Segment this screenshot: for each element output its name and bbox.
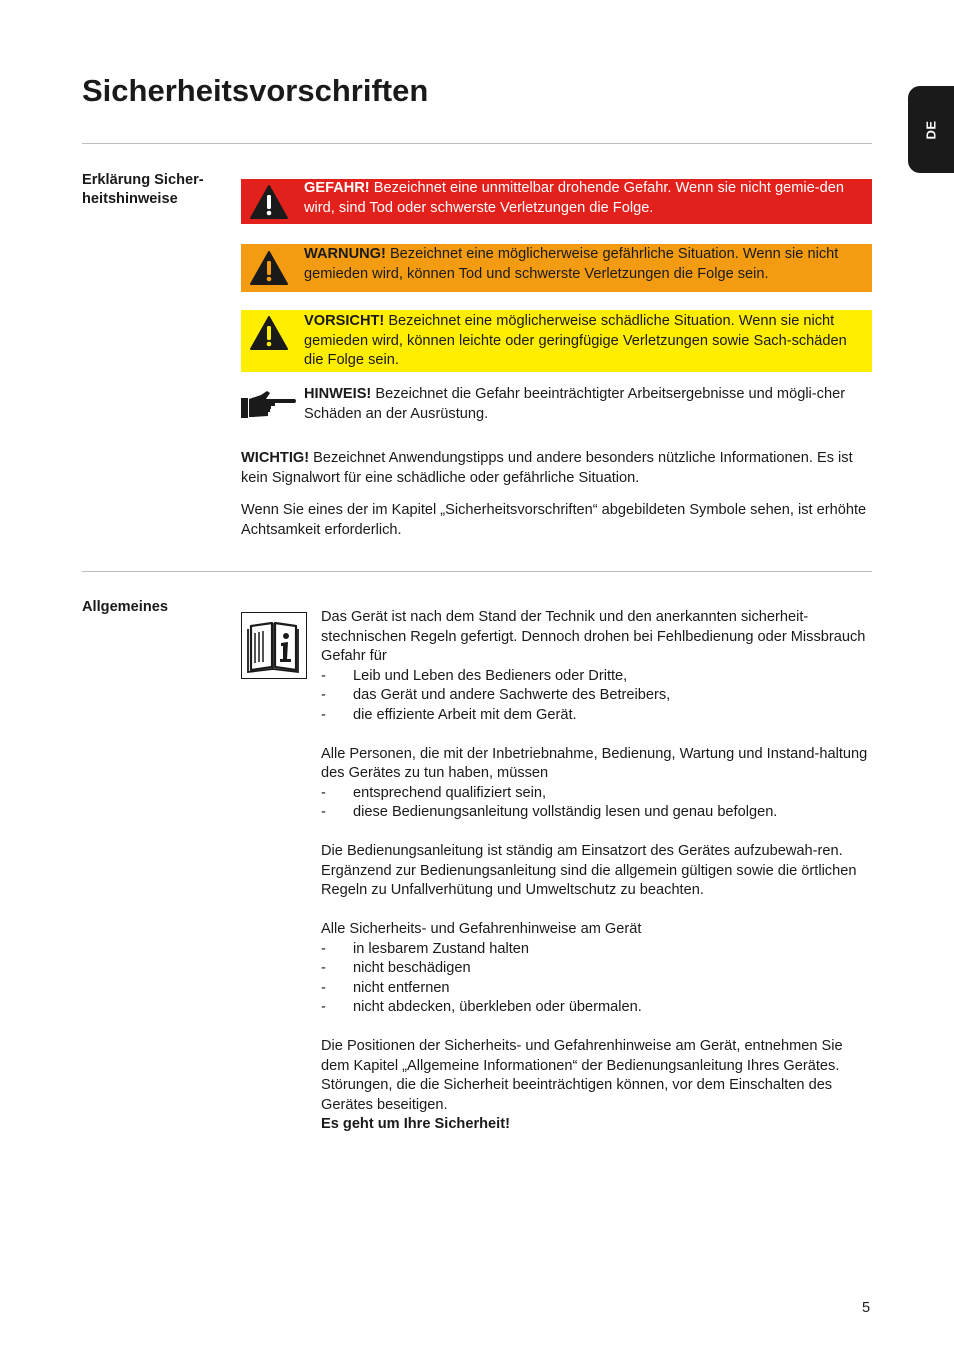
warning-text: Bezeichnet eine möglicherweise gefährliche Situation. Wenn sie nicht gemieden wird, können Tod und schwerste Verletzungen die Folge sein.	[304, 246, 839, 282]
general-text	[321, 608, 872, 1135]
language-tab[interactable]	[908, 86, 954, 173]
warning-notice	[241, 244, 872, 292]
important-label: WICHTIG!	[241, 450, 310, 466]
pointing-hand-icon	[241, 389, 297, 423]
list-dash: -	[321, 706, 326, 723]
list-dash: -	[321, 960, 326, 976]
list-dash: -	[321, 979, 326, 996]
note-text: Bezeichnet die Gefahr beeinträchtigter Arbeitsergebnisse und mögli-cher Schäden an der Ausrüstung.	[304, 386, 846, 422]
danger-label: GEFAHR!	[304, 180, 370, 196]
manual-info-icon	[241, 612, 307, 679]
page-title: Sicherheitsvorschriften	[82, 73, 429, 108]
language-tab-label: DE	[923, 119, 939, 140]
list-item: - diese Bedienungsanleitung vollständig lesen und genau befolgen.	[321, 803, 872, 823]
list-item: - die effiziente Arbeit mit dem Gerät.	[321, 706, 872, 726]
warning-triangle-icon	[249, 184, 289, 220]
warnings-intro-paragraph: Alle Sicherheits- und Gefahrenhinweise am Gerät	[321, 921, 642, 937]
list-dash: -	[321, 784, 326, 801]
manual-storage-paragraph: Die Bedienungsanleitung ist ständig am Einsatzort des Gerätes aufzubewah-ren. Ergänzend zur Bedienungsanleitung sind die allgemein gültigen sowie die örtlichen Regeln zu Unfallverhütung und Umweltschutz zu beachten.	[321, 843, 857, 898]
final-statement: Es geht um Ihre Sicherheit!	[321, 1116, 510, 1132]
note-notice	[241, 385, 872, 429]
list-item: - nicht beschädigen	[321, 959, 872, 979]
list-item: - nicht entfernen	[321, 979, 872, 999]
danger-notice	[241, 179, 872, 224]
list-dash: -	[321, 667, 326, 684]
list-item: - Leib und Leben des Bedieners oder Dritte,	[321, 667, 872, 687]
page-number: 5	[862, 1300, 871, 1316]
warning-triangle-icon	[249, 315, 289, 351]
important-paragraph	[241, 449, 872, 488]
divider-middle	[82, 571, 872, 572]
list-dash: -	[321, 804, 326, 820]
important-text: Bezeichnet Anwendungstipps und andere besonders nützliche Informationen. Es ist kein Signalwort für eine schädliche oder gefährliche Situation.	[241, 450, 853, 486]
list-item: - nicht abdecken, überkleben oder übermalen.	[321, 998, 872, 1018]
caution-text: Bezeichnet eine möglicherweise schädliche Situation. Wenn sie nicht gemieden wird, können leichte oder geringfügige Verletzungen sowie Sach-schäden die Folge sein.	[304, 313, 847, 368]
faults-paragraph: Störungen, die die Sicherheit beeinträchtigen können, vor dem Einschalten des Gerätes beseitigen.	[321, 1077, 833, 1113]
positions-paragraph: Die Positionen der Sicherheits- und Gefahrenhinweise am Gerät, entnehmen Sie dem Kapitel „Allgemeine Informationen“ der Bedienungsanleitung Ihres Gerätes.	[321, 1038, 843, 1074]
section-heading-safety-notes: Erklärung Sicher- heitshinweise	[82, 172, 204, 207]
list-item: - entsprechend qualifiziert sein,	[321, 784, 872, 804]
personnel-paragraph: Alle Personen, die mit der Inbetriebnahme, Bedienung, Wartung und Instand-haltung des Gerätes zu tun haben, müssen	[321, 745, 868, 781]
caution-notice	[241, 310, 872, 372]
list-dash: -	[321, 940, 326, 957]
closing-paragraph: Wenn Sie eines der im Kapitel „Sicherheitsvorschriften“ abgebildeten Symbole sehen, ist erhöhte Achtsamkeit erforderlich.	[241, 502, 867, 538]
list-item: - das Gerät und andere Sachwerte des Betreibers,	[321, 686, 872, 706]
danger-text: Bezeichnet eine unmittelbar drohende Gefahr. Wenn sie nicht gemie-den wird, sind Tod oder schwerste Verletzungen die Folge.	[304, 180, 844, 216]
section-heading-general: Allgemeines	[82, 599, 168, 615]
warning-triangle-icon	[249, 250, 289, 286]
list-dash: -	[321, 687, 326, 703]
intro-paragraph: Das Gerät ist nach dem Stand der Technik und den anerkannten sicherheit-stechnischen Regeln gefertigt. Dennoch drohen bei Fehlbedienung oder Missbrauch Gefahr für	[321, 609, 866, 664]
list-item: - in lesbarem Zustand halten	[321, 940, 872, 960]
list-dash: -	[321, 999, 326, 1015]
note-label: HINWEIS!	[304, 386, 372, 402]
caution-label: VORSICHT!	[304, 313, 385, 329]
divider-top	[82, 143, 872, 144]
warning-label: WARNUNG!	[304, 246, 386, 262]
